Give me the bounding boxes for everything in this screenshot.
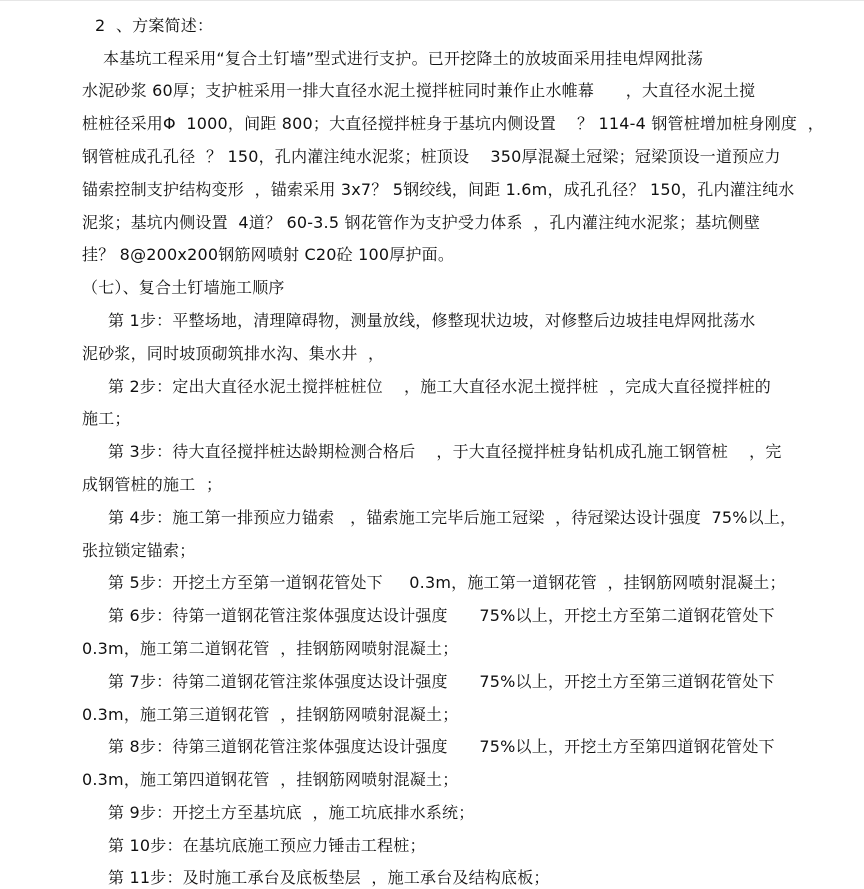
step-line: 0.3m，施工第二道钢花管 ，挂钢筋网喷射混凝土； bbox=[82, 639, 459, 658]
step-line: 张拉锁定锚索； bbox=[82, 541, 196, 560]
paragraph-line: 桩桩径采用Φ 1000，间距 800；大直径搅拌桩身于基坑内侧设置 ？ 114-4 钢管桩增加桩身刚度 ， bbox=[82, 114, 824, 133]
subsection-heading: （七）、复合土钉墙施工顺序 bbox=[82, 278, 285, 297]
step-line: 第 7步：待第二道钢花管注浆体强度达设计强度 75%以上，开挖土方至第三道钢花管处下 bbox=[108, 672, 775, 691]
paragraph-line: 水泥砂浆 60厚；支护桩采用一排大直径水泥土搅拌桩同时兼作止水帷幕 ，大直径水泥土搅 bbox=[82, 81, 756, 100]
paragraph-line: 泥浆；基坑内侧设置 4道？ 60-3.5 钢花管作为支护受力体系 ，孔内灌注纯水泥浆；基坑侧壁 bbox=[82, 213, 761, 232]
step-line: 第 10步：在基坑底施工预应力锤击工程桩； bbox=[108, 836, 426, 855]
step-line: 第 9步：开挖土方至基坑底 ，施工坑底排水系统； bbox=[108, 803, 475, 822]
paragraph-line: 钢管桩成孔孔径 ？ 150，孔内灌注纯水泥浆；桩顶设 350厚混凝土冠梁；冠梁顶设一道预应力 bbox=[82, 147, 781, 166]
step-line: 施工； bbox=[82, 409, 131, 428]
step-line: 第 11步：及时施工承台及底板垫层 ，施工承台及结构底板； bbox=[108, 868, 550, 887]
page-top-divider bbox=[0, 0, 864, 1]
section-heading: 2 、方案简述： bbox=[95, 16, 214, 35]
step-line: 第 4步：施工第一排预应力锚索 ，锚索施工完毕后施工冠梁 ，待冠梁达设计强度 75%以上， bbox=[108, 508, 797, 527]
step-line: 第 6步：待第一道钢花管注浆体强度达设计强度 75%以上，开挖土方至第二道钢花管处下 bbox=[108, 606, 775, 625]
paragraph-line: 挂？ 8@200x200钢筋网喷射 C20砼 100厚护面。 bbox=[82, 245, 455, 264]
paragraph-line: 锚索控制支护结构变形 ，锚索采用 3x7？ 5钢绞线，间距 1.6m，成孔孔径？ 150，孔内灌注纯水 bbox=[82, 180, 795, 199]
step-line: 第 5步：开挖土方至第一道钢花管处下 0.3m，施工第一道钢花管 ，挂钢筋网喷射混凝土； bbox=[108, 573, 786, 592]
paragraph-line: 本基坑工程采用“复合土钉墙”型式进行支护。已开挖降土的放坡面采用挂电焊网批荡 bbox=[103, 49, 704, 68]
step-line: 第 2步：定出大直径水泥土搅拌桩桩位 ，施工大直径水泥土搅拌桩 ，完成大直径搅拌桩的 bbox=[108, 377, 771, 396]
step-line: 泥砂浆，同时坡顶砌筑排水沟、集水井 ， bbox=[82, 344, 385, 363]
step-line: 第 3步：待大直径搅拌桩达龄期检测合格后 ，于大直径搅拌桩身钻机成孔施工钢管桩 ，完 bbox=[108, 442, 782, 461]
step-line: 第 1步：平整场地，清理障碍物，测量放线，修整现状边坡，对修整后边坡挂电焊网批荡水 bbox=[108, 311, 756, 330]
step-line: 0.3m，施工第四道钢花管 ，挂钢筋网喷射混凝土； bbox=[82, 770, 459, 789]
step-line: 成钢管桩的施工 ； bbox=[82, 475, 223, 494]
step-line: 第 8步：待第三道钢花管注浆体强度达设计强度 75%以上，开挖土方至第四道钢花管处下 bbox=[108, 737, 775, 756]
step-line: 0.3m，施工第三道钢花管 ，挂钢筋网喷射混凝土； bbox=[82, 705, 459, 724]
